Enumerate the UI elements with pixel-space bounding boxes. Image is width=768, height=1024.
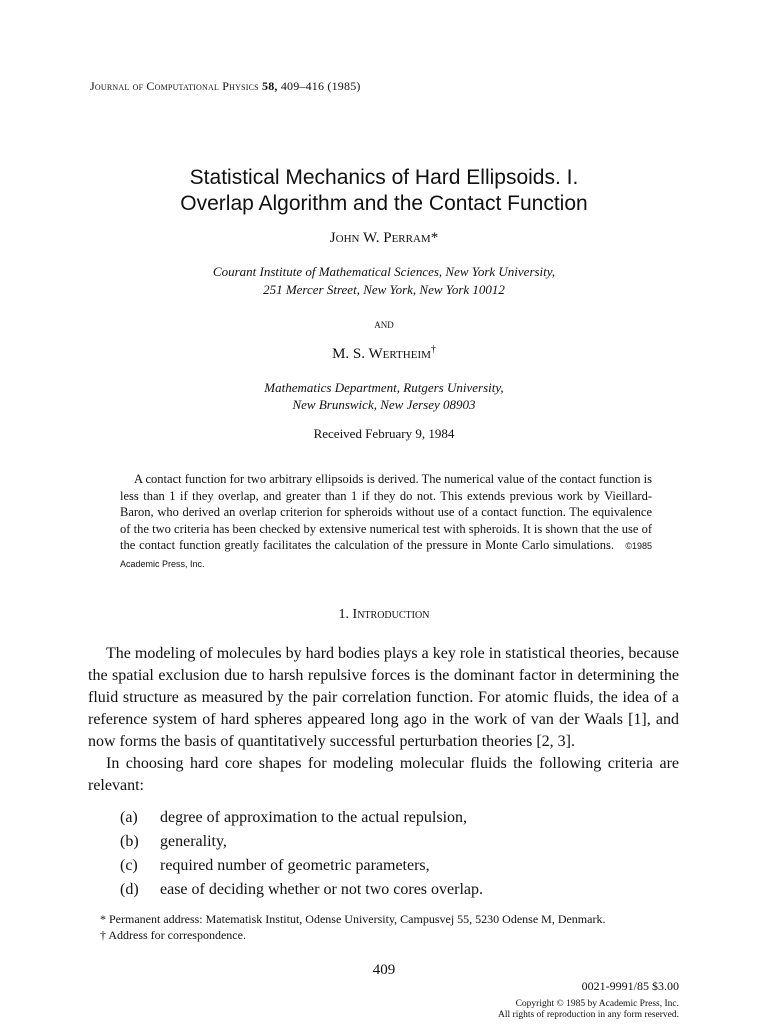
journal-pages-year: 409–416 (1985) — [280, 79, 361, 93]
abstract-text: A contact function for two arbitrary ellipsoids is derived. The numerical value of the contact function is less than 1 if they overlap, and greater than 1 if they do not. This extends previous work by Vieillard-Baron, who derived an overlap criterion for spheroids without use of a contact function. The equivalence of the two criteria has been checked by extensive numerical test with spheroids. It is shown that the use of the contact function greatly facilitates the calculation of the pressure in Monte Carlo simulations. — [120, 472, 652, 553]
issn-price: 0021-9991/85 $3.00 — [581, 979, 679, 993]
list-item — [120, 854, 483, 878]
list-item-text: required number of geometric parameters, — [160, 857, 430, 874]
copyright-line2: All rights of reproduction in any form reserved. — [498, 1010, 679, 1020]
journal-citation — [90, 79, 361, 94]
footnote-2: † Address for correspondence. — [100, 928, 246, 942]
abstract — [120, 471, 652, 573]
list-item-text: generality, — [160, 833, 227, 850]
footnotes — [88, 911, 679, 943]
list-item — [120, 806, 483, 830]
body-text — [88, 643, 679, 797]
author-2-name: M. S. Wertheim — [332, 346, 431, 362]
journal-name: Journal of Computational Physics — [90, 79, 259, 93]
list-item-label: (a) — [120, 809, 138, 826]
criteria-list — [120, 806, 483, 902]
author-2-affiliation-line1: Mathematics Department, Rutgers University, — [264, 380, 504, 395]
section-heading — [0, 607, 768, 623]
section-number: 1. — [338, 607, 350, 622]
journal-volume: 58, — [262, 79, 278, 93]
author-2-mark: † — [430, 344, 436, 355]
list-item-label: (d) — [120, 881, 139, 898]
paragraph-2: In choosing hard core shapes for modeling molecular fluids the following criteria are relevant: — [88, 755, 679, 794]
author-2 — [0, 344, 768, 363]
author-1-affiliation-line2: 251 Mercer Street, New York, New York 10012 — [263, 282, 505, 297]
author-1-name: John W. Perram — [329, 230, 431, 246]
paper-title-line2: Overlap Algorithm and the Contact Function — [180, 192, 588, 215]
author-1-mark: * — [430, 230, 439, 246]
paragraph-1: The modeling of molecules by hard bodies plays a key role in statistical theories, because the spatial exclusion due to harsh repulsive forces is the dominant factor in determining the fluid structure as measured by the pair correlation function. For atomic fluids, the idea of a reference system of hard spheres appeared long ago in the work of van der Waals [1], and now forms the basis of quantitatively successful perturbation theories [2, 3]. — [88, 645, 679, 750]
author-1 — [0, 230, 768, 247]
list-item-label: (b) — [120, 833, 139, 850]
paper-title-line1: Statistical Mechanics of Hard Ellipsoids. I. — [189, 166, 579, 189]
page-number: 409 — [372, 962, 396, 978]
abstract-copyright: ©1985 Academic Press, Inc. — [120, 541, 652, 569]
list-item — [120, 878, 483, 902]
and-separator: and — [374, 316, 394, 331]
received-date: Received February 9, 1984 — [313, 426, 455, 441]
publisher-copyright — [498, 999, 679, 1021]
list-item-text: degree of approximation to the actual repulsion, — [160, 809, 468, 826]
footnote-1: * Permanent address: Matematisk Institut, Odense University, Campusvej 55, 5230 Odense M, Denmark. — [100, 912, 606, 926]
author-2-affiliation-line2: New Brunswick, New Jersey 08903 — [292, 397, 476, 412]
list-item-label: (c) — [120, 857, 138, 874]
list-item-text: ease of deciding whether or not two cores overlap. — [160, 881, 483, 898]
copyright-line1: Copyright © 1985 by Academic Press, Inc. — [515, 999, 679, 1009]
list-item — [120, 830, 483, 854]
author-1-affiliation-line1: Courant Institute of Mathematical Sciences, New York University, — [212, 264, 556, 279]
section-title: Introduction — [352, 607, 430, 622]
